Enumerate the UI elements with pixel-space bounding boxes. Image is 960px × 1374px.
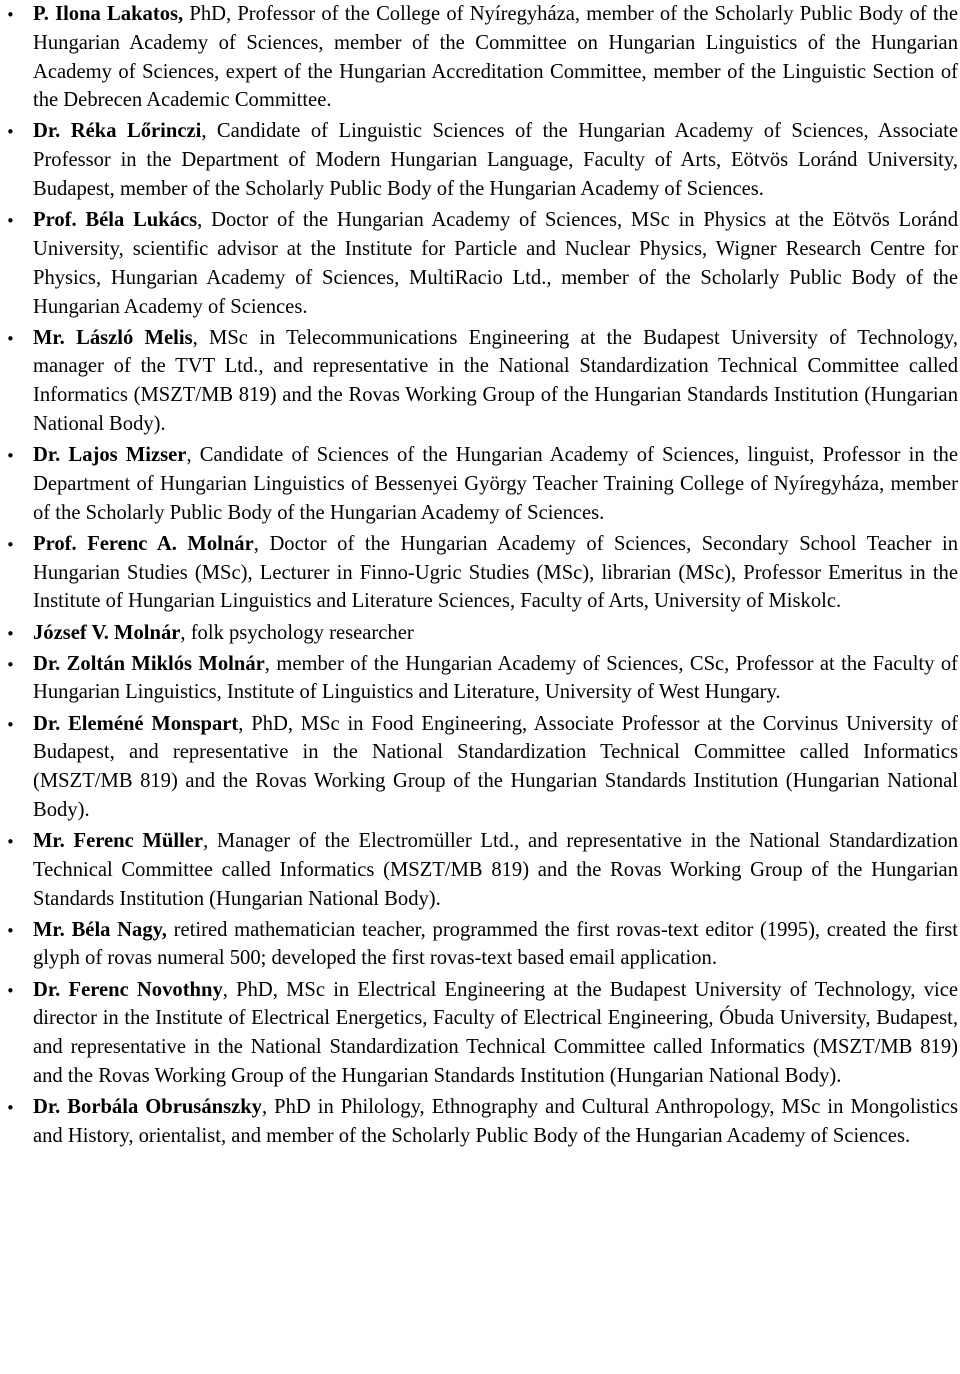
member-name: Zoltán Miklós Molnár [66,652,265,675]
member-description: , member of the Hungarian Academy of Sciences, CSc, Professor at the Faculty of Hungarian Linguistics, Institute of Linguistics and Literature, University of West Hungary. [33,652,958,704]
member-name: Béla Nagy, [71,918,167,941]
member-name: László Melis [76,326,193,349]
member-description: , Candidate of Sciences of the Hungarian Academy of Sciences, linguist, Professor in the Department of Hungarian Linguistics of Bessenyei György Teacher Training College of Nyíregyháza, member of the Scholarly Public Body of the Hungarian Academy of Sciences. [33,444,958,524]
member-name: Eleméné Monspart [68,712,239,735]
member-description: , folk psychology researcher [180,621,414,644]
member-title: Prof. [33,532,77,555]
list-item [0,1093,960,1151]
member-title: Dr. [33,120,61,143]
bullet-icon [6,117,20,147]
member-name: Lajos Mizser [68,444,187,467]
member-description: , Manager of the Electromüller Ltd., and representative in the National Standardization Technical Committee called Informatics (MSZT/MB 819) and the Rovas Working Group of the Hungarian Standards Institution (Hungarian National Body). [33,829,958,910]
member-title: Mr. [33,829,65,852]
member-name: Ferenc A. Molnár [87,532,254,555]
member-name: Ilona Lakatos, [55,3,184,25]
list-item [0,530,960,616]
bullet-icon [6,619,20,649]
bullet-icon [6,976,20,1006]
member-name: Borbála Obrusánszky [67,1096,262,1119]
member-name: József V. Molnár [33,621,181,644]
member-description: , MSc in Telecommunications Engineering at the Budapest University of Technology, manager of the TVT Ltd., and representative in the National Standardization Technical Committee called Informatics (MSZT/MB 819) and the Rovas Working Group of the Hungarian Standards Institution (Hungarian National Body). [33,326,959,436]
list-item [0,619,960,648]
member-description: , PhD in Philology, Ethnography and Cultural Anthropology, MSc in Mongolistics and History, orientalist, and member of the Scholarly Public Body of the Hungarian Academy of Sciences. [33,1096,959,1147]
list-item [0,117,960,203]
member-name: Ferenc Novothny [68,978,223,1001]
bullet-icon [6,324,20,354]
member-title: Prof. [33,209,77,232]
bullet-icon [6,206,20,236]
member-description: , Doctor of the Hungarian Academy of Sciences, MSc in Physics at the Eötvös Loránd University, scientific advisor at the Institute for Particle and Nuclear Physics, Wigner Research Centre for Physics, Hungarian Academy of Sciences, MultiRacio Ltd., member of the Scholarly Public Body of the Hungarian Academy of Sciences. [33,209,958,318]
member-name: Ferenc Müller [73,829,204,852]
member-description: , PhD, MSc in Food Engineering, Associate Professor at the Corvinus University of Budapest, and representative in the National Standardization Technical Committee called Informatics (MSZT/MB 819) and the Rovas Working Group of the Hungarian Standards Institution (Hungarian National Body). [33,712,958,821]
list-item [0,710,960,825]
member-description: , Doctor of the Hungarian Academy of Sciences, Secondary School Teacher in Hungarian Studies (MSc), Lecturer in Finno-Ugric Studies (MSc), librarian (MSc), Professor Emeritus in the Institute of Hungarian Linguistics and Literature Sciences, Faculty of Arts, University of Miskolc. [33,532,959,613]
member-title: Dr. [33,444,61,467]
member-description: , Candidate of Linguistic Sciences of the Hungarian Academy of Sciences, Associate Professor in the Department of Modern Hungarian Language, Faculty of Arts, Eötvös Loránd University, Budapest, member of the Scholarly Public Body of the Hungarian Academy of Sciences. [33,120,958,201]
list-item [0,650,960,708]
list-item [0,916,960,974]
member-name: Réka Lőrinczi [70,120,202,143]
member-name: Béla Lukács [85,209,198,232]
member-title: P. [33,3,49,25]
bullet-icon [6,827,20,857]
list-item [0,324,960,439]
bullet-icon [6,530,20,560]
bullet-icon [6,916,20,946]
bullet-icon [6,0,20,30]
member-description: retired mathematician teacher, programmed the first rovas-text editor (1995), created the first glyph of rovas numeral 500; developed the first rovas-text based email application. [33,918,958,970]
member-title: Dr. [33,712,61,735]
list-item [0,0,960,115]
bullet-icon [6,650,20,680]
member-title: Dr. [33,978,61,1001]
member-description: , PhD, MSc in Electrical Engineering at the Budapest University of Technology, vice director in the Institute of Electrical Energetics, Faculty of Electrical Engineering, Óbuda University, Budapest, and representative in the National Standardization Technical Committee called Informatics (MSZT/MB 819) and the Rovas Working Group of the Hungarian Standards Institution (Hungarian National Body). [33,978,959,1087]
member-title: Mr. [33,918,65,941]
list-item [0,827,960,913]
list-item [0,976,960,1091]
bullet-icon [6,441,20,471]
member-title: Mr. [33,326,65,349]
member-title: Dr. [33,652,61,675]
list-item [0,206,960,321]
list-item [0,441,960,527]
member-title: Dr. [33,1096,61,1119]
bullet-icon [6,710,20,740]
bullet-icon [6,1093,20,1123]
member-description: PhD, Professor of the College of Nyíregyháza, member of the Scholarly Public Body of the Hungarian Academy of Sciences, member of the Committee on Hungarian Linguistics of the Hungarian Academy of Sciences, expert of the Hungarian Accreditation Committee, member of the Linguistic Section of the Debrecen Academic Committee. [33,3,958,112]
